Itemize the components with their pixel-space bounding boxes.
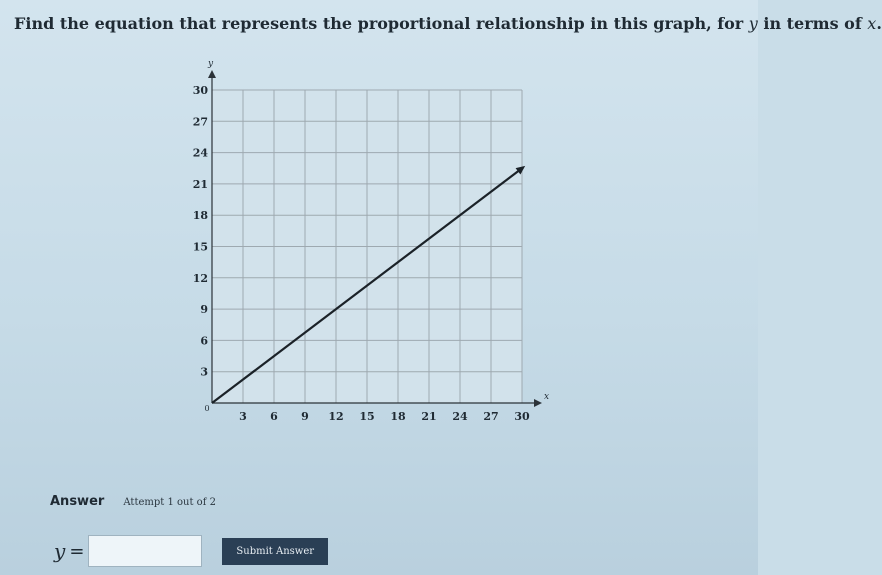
answer-row (54, 535, 328, 567)
answer-input[interactable] (88, 535, 202, 567)
x-tick-label: 12 (328, 410, 344, 423)
y-axis-label: y (208, 59, 214, 69)
x-tick-label: 15 (359, 410, 375, 423)
x-tick-label: 9 (301, 410, 309, 423)
y-axis-arrow (208, 70, 216, 78)
x-tick-label: 21 (421, 410, 437, 423)
x-tick-label: 27 (483, 410, 499, 423)
question-var-x: x (867, 14, 877, 33)
y-tick-label: 30 (192, 84, 208, 97)
y-tick-label: 15 (192, 240, 208, 254)
y-tick-label: 3 (200, 365, 208, 379)
x-tick-label: 3 (239, 410, 247, 423)
x-axis-arrow (534, 399, 542, 407)
question-text-before: Find the equation that represents the proportional relationship in this graph, for (14, 14, 749, 33)
y-tick-label: 6 (200, 334, 208, 348)
x-tick-label: 18 (390, 410, 406, 423)
question-text-after: . (876, 14, 882, 33)
question-text-middle: in terms of (757, 14, 868, 33)
y-tick-label: 24 (192, 146, 208, 160)
y-tick-label: 18 (192, 209, 208, 223)
answer-y-label: y (54, 539, 66, 563)
x-tick-label: 6 (270, 410, 278, 423)
submit-answer-button[interactable]: Submit Answer (222, 538, 328, 565)
x-tick-label: 24 (452, 410, 468, 423)
answer-header (50, 490, 216, 509)
y-tick-label: 27 (192, 115, 208, 129)
y-tick-label: 9 (200, 303, 208, 317)
x-axis-label: x (544, 392, 550, 402)
question-var-y: y (748, 14, 758, 33)
origin-label: 0 (204, 404, 210, 413)
attempt-counter: Attempt 1 out of 2 (123, 497, 216, 508)
y-tick-label: 21 (192, 177, 208, 191)
answer-equals-sign: = (69, 540, 85, 562)
x-tick-label: 30 (514, 410, 530, 423)
y-tick-label: 12 (192, 271, 208, 285)
answer-title: Answer (50, 494, 105, 509)
